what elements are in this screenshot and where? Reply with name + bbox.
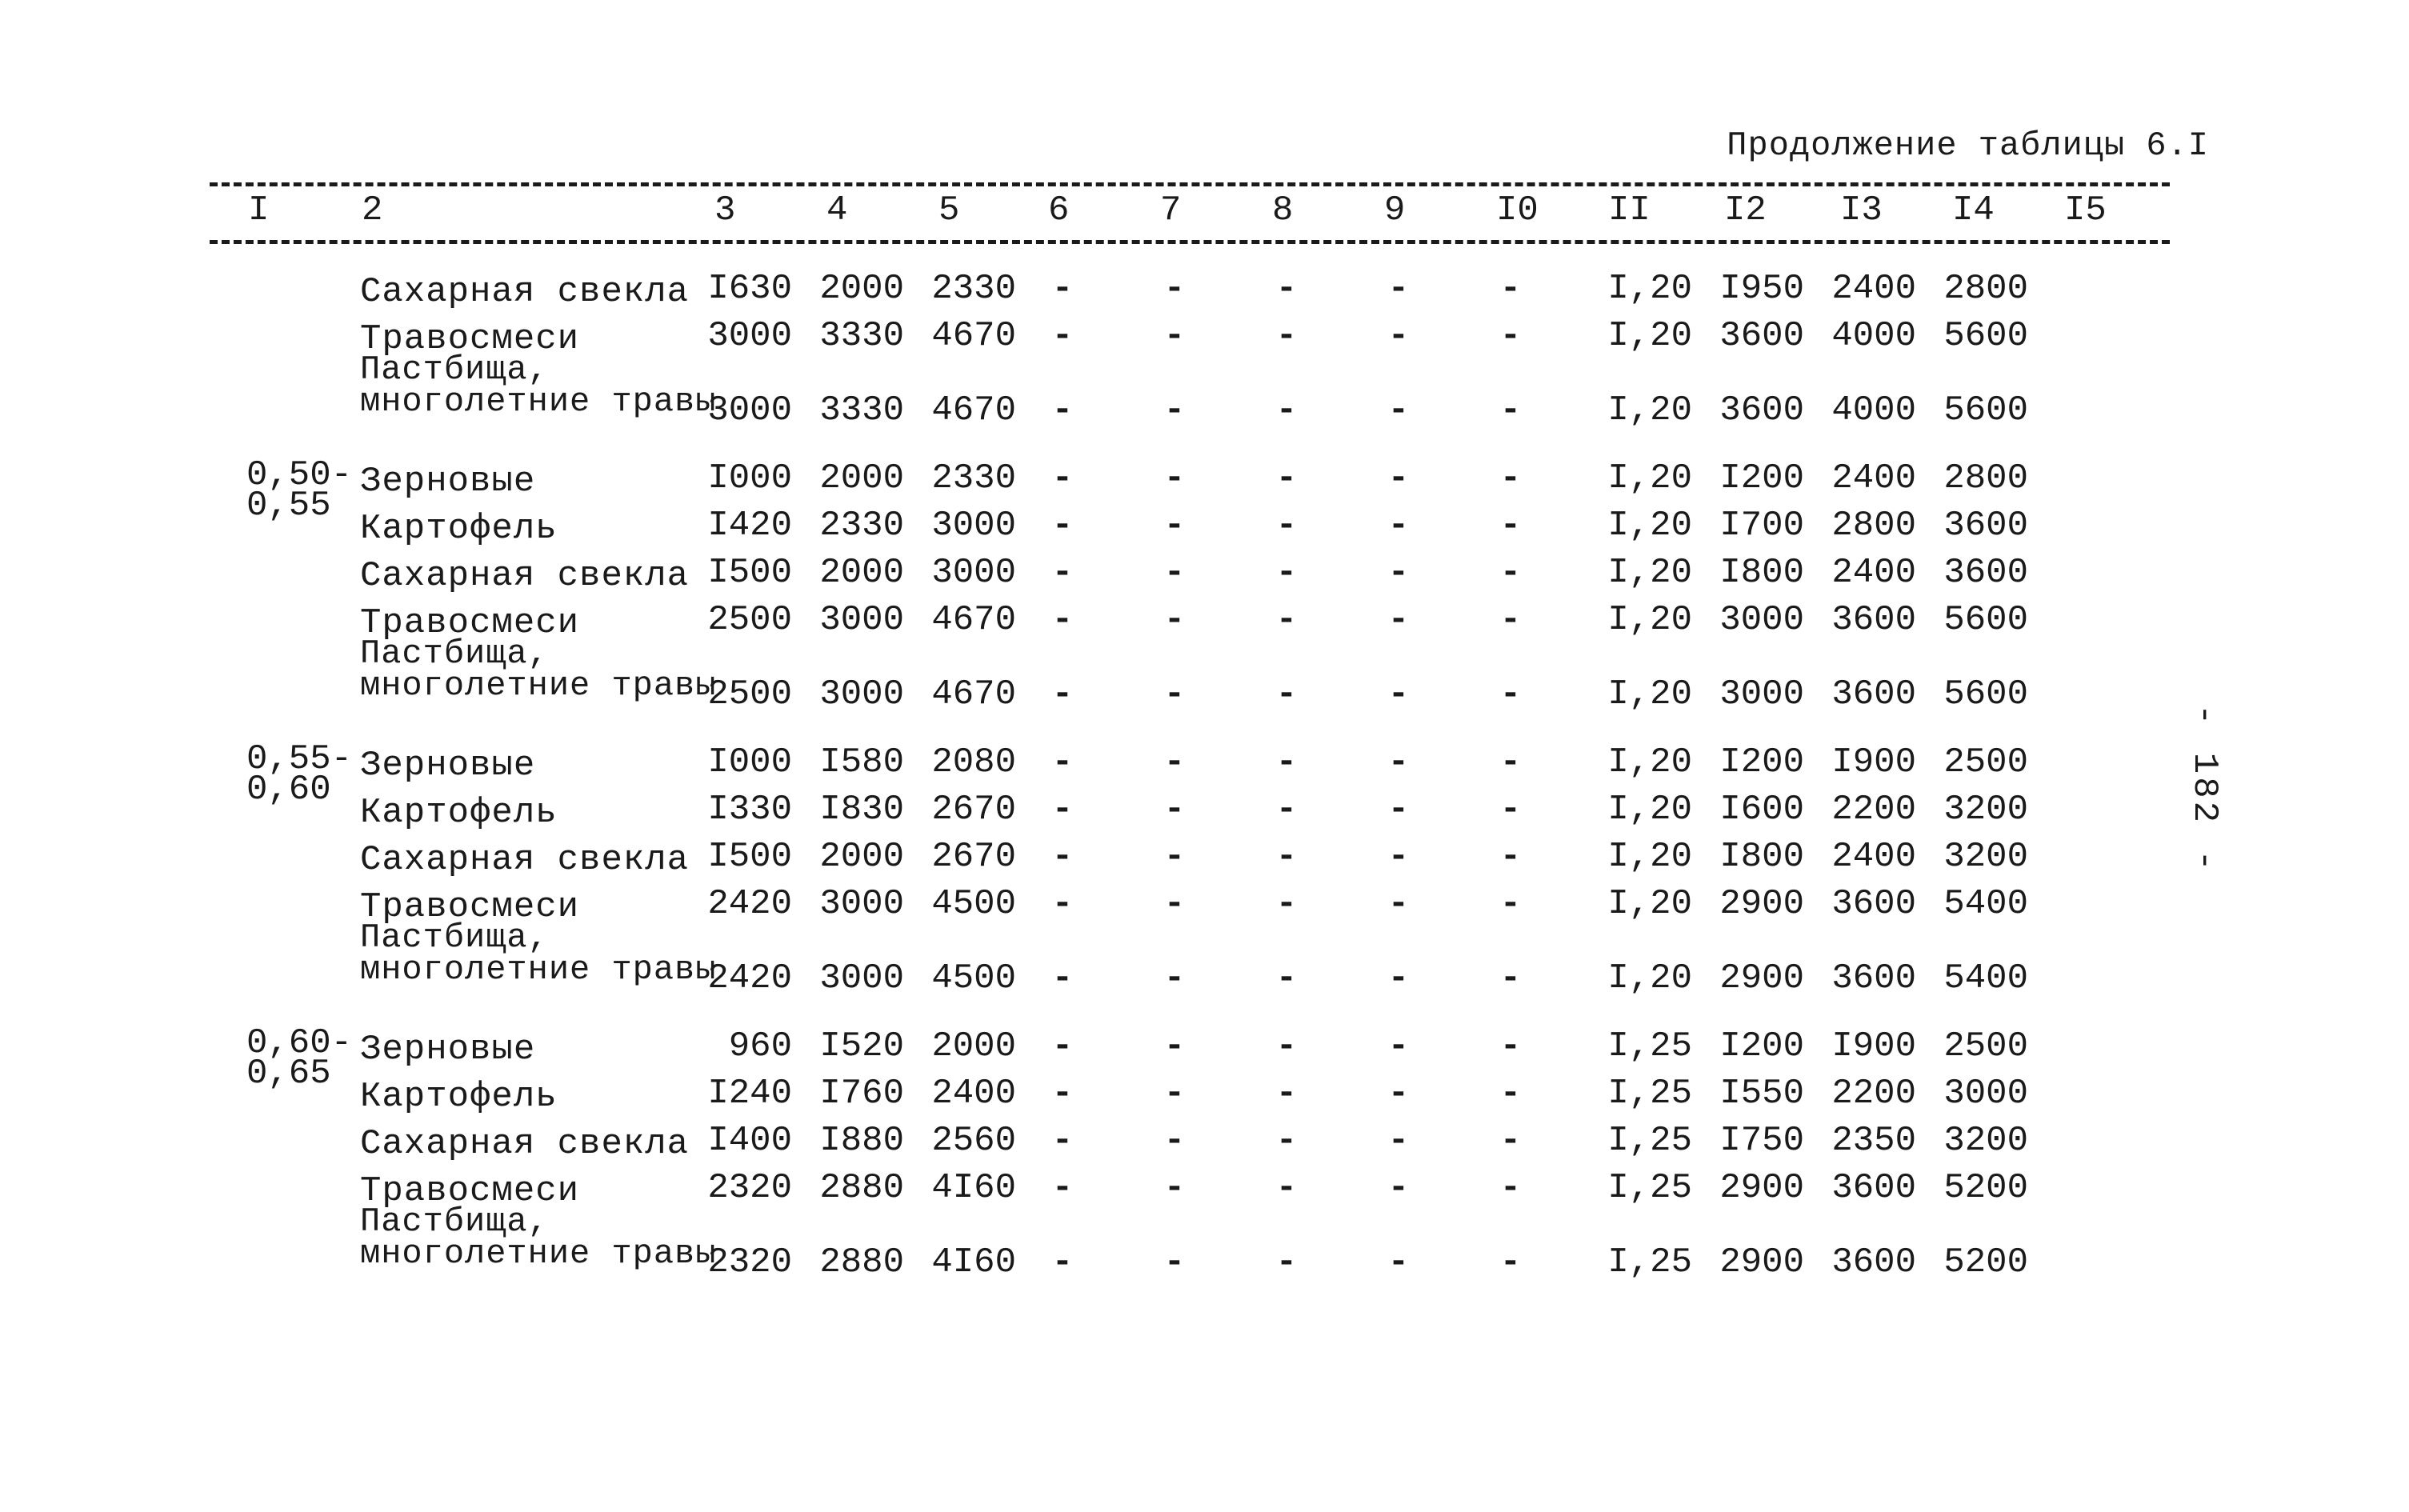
cell-c5: 3000 — [931, 553, 1016, 593]
cell-c5: 2560 — [931, 1121, 1016, 1161]
cell-c14: 5600 — [1943, 316, 2028, 356]
cell-c3: I000 — [707, 742, 792, 782]
cell-c11: I,20 — [1607, 458, 1692, 498]
cell-c14: 5400 — [1943, 884, 2028, 924]
cell-c4: 2000 — [819, 269, 904, 309]
empty-cell-dash: - — [1499, 553, 1522, 593]
cell-c5: 2080 — [931, 742, 1016, 782]
header-cell-4: 4 — [826, 190, 848, 230]
empty-cell-dash: - — [1051, 742, 1074, 782]
cell-c12: I800 — [1719, 837, 1804, 877]
cell-c4: 2330 — [819, 506, 904, 546]
cell-c3: 2420 — [707, 884, 792, 924]
cell-c4: 3000 — [819, 674, 904, 714]
cell-c14: 5400 — [1943, 958, 2028, 998]
empty-cell-dash: - — [1499, 837, 1522, 877]
cell-c11: I,25 — [1607, 1242, 1692, 1282]
empty-cell-dash: - — [1051, 506, 1074, 546]
cell-c11: I,20 — [1607, 742, 1692, 782]
header-cell-15: I5 — [2064, 190, 2107, 230]
empty-cell-dash: - — [1275, 600, 1298, 640]
cell-c13: 4000 — [1831, 316, 1916, 356]
header-bottom-rule — [210, 240, 2170, 244]
cell-c11: I,20 — [1607, 316, 1692, 356]
crop-name: Зерновые — [360, 462, 536, 502]
cell-c14: 3200 — [1943, 837, 2028, 877]
empty-cell-dash: - — [1275, 674, 1298, 714]
cell-c5: 3000 — [931, 506, 1016, 546]
empty-cell-dash: - — [1275, 1026, 1298, 1066]
cell-c11: I,20 — [1607, 506, 1692, 546]
empty-cell-dash: - — [1387, 1121, 1410, 1161]
empty-cell-dash: - — [1051, 1026, 1074, 1066]
cell-c4: I830 — [819, 790, 904, 830]
cell-c14: 3200 — [1943, 790, 2028, 830]
empty-cell-dash: - — [1051, 884, 1074, 924]
cell-c3: I420 — [707, 506, 792, 546]
range-label: 0,60- 0,65 — [246, 1023, 353, 1094]
cell-c4: I760 — [819, 1074, 904, 1114]
cell-c3: I500 — [707, 553, 792, 593]
crop-name: Картофель — [360, 793, 558, 833]
cell-c14: 5600 — [1943, 600, 2028, 640]
cell-c4: 3000 — [819, 600, 904, 640]
cell-c4: 3330 — [819, 316, 904, 356]
cell-c11: I,25 — [1607, 1121, 1692, 1161]
empty-cell-dash: - — [1387, 884, 1410, 924]
empty-cell-dash: - — [1163, 1242, 1186, 1282]
cell-c12: 3600 — [1719, 316, 1804, 356]
cell-c3: 3000 — [707, 390, 792, 430]
cell-c5: 4500 — [931, 958, 1016, 998]
cell-c5: 4I60 — [931, 1242, 1016, 1282]
cell-c13: 3600 — [1831, 958, 1916, 998]
empty-cell-dash: - — [1499, 1168, 1522, 1208]
cell-c12: 2900 — [1719, 958, 1804, 998]
empty-cell-dash: - — [1387, 1026, 1410, 1066]
empty-cell-dash: - — [1275, 316, 1298, 356]
empty-cell-dash: - — [1275, 1074, 1298, 1114]
empty-cell-dash: - — [1275, 269, 1298, 309]
crop-name: Сахарная свекла — [360, 556, 690, 596]
cell-c4: 2880 — [819, 1242, 904, 1282]
empty-cell-dash: - — [1387, 958, 1410, 998]
range-label: 0,50- 0,55 — [246, 455, 353, 526]
empty-cell-dash: - — [1051, 269, 1074, 309]
crop-name: Зерновые — [360, 746, 536, 786]
cell-c11: I,25 — [1607, 1026, 1692, 1066]
cell-c14: 5200 — [1943, 1242, 2028, 1282]
empty-cell-dash: - — [1275, 458, 1298, 498]
header-cell-7: 7 — [1160, 190, 1182, 230]
cell-c11: I,20 — [1607, 600, 1692, 640]
cell-c4: I520 — [819, 1026, 904, 1066]
empty-cell-dash: - — [1051, 600, 1074, 640]
cell-c14: 5600 — [1943, 390, 2028, 430]
cell-c14: 3200 — [1943, 1121, 2028, 1161]
empty-cell-dash: - — [1387, 790, 1410, 830]
cell-c12: 2900 — [1719, 1168, 1804, 1208]
empty-cell-dash: - — [1499, 1026, 1522, 1066]
cell-c5: 2670 — [931, 837, 1016, 877]
crop-name: Пастбища, многолетние травы — [360, 918, 717, 989]
cell-c12: I200 — [1719, 458, 1804, 498]
cell-c12: 3600 — [1719, 390, 1804, 430]
cell-c14: 2800 — [1943, 269, 2028, 309]
empty-cell-dash: - — [1499, 1121, 1522, 1161]
empty-cell-dash: - — [1275, 390, 1298, 430]
crop-name: Сахарная свекла — [360, 840, 690, 880]
empty-cell-dash: - — [1163, 958, 1186, 998]
cell-c12: I600 — [1719, 790, 1804, 830]
empty-cell-dash: - — [1163, 600, 1186, 640]
cell-c13: 3600 — [1831, 1168, 1916, 1208]
empty-cell-dash: - — [1499, 958, 1522, 998]
range-label: 0,55- 0,60 — [246, 739, 353, 810]
empty-cell-dash: - — [1163, 837, 1186, 877]
empty-cell-dash: - — [1051, 458, 1074, 498]
cell-c3: 2320 — [707, 1242, 792, 1282]
header-cell-5: 5 — [938, 190, 960, 230]
cell-c12: 3000 — [1719, 600, 1804, 640]
cell-c14: 5200 — [1943, 1168, 2028, 1208]
empty-cell-dash: - — [1163, 316, 1186, 356]
cell-c11: I,20 — [1607, 790, 1692, 830]
cell-c13: 3600 — [1831, 1242, 1916, 1282]
empty-cell-dash: - — [1499, 790, 1522, 830]
cell-c3: 3000 — [707, 316, 792, 356]
header-cell-3: 3 — [714, 190, 736, 230]
empty-cell-dash: - — [1499, 742, 1522, 782]
cell-c4: 2000 — [819, 837, 904, 877]
header-cell-8: 8 — [1272, 190, 1294, 230]
cell-c3: 2320 — [707, 1168, 792, 1208]
table-caption: Продолжение таблицы 6.I — [1727, 126, 2209, 165]
cell-c12: 2900 — [1719, 1242, 1804, 1282]
empty-cell-dash: - — [1051, 1074, 1074, 1114]
cell-c14: 2500 — [1943, 1026, 2028, 1066]
empty-cell-dash: - — [1387, 269, 1410, 309]
empty-cell-dash: - — [1275, 1121, 1298, 1161]
empty-cell-dash: - — [1051, 1121, 1074, 1161]
cell-c4: I880 — [819, 1121, 904, 1161]
cell-c13: I900 — [1831, 742, 1916, 782]
header-cell-14: I4 — [1952, 190, 1995, 230]
empty-cell-dash: - — [1499, 506, 1522, 546]
cell-c3: I630 — [707, 269, 792, 309]
empty-cell-dash: - — [1387, 506, 1410, 546]
empty-cell-dash: - — [1499, 884, 1522, 924]
cell-c3: 2500 — [707, 674, 792, 714]
header-cell-6: 6 — [1048, 190, 1070, 230]
cell-c11: I,20 — [1607, 884, 1692, 924]
empty-cell-dash: - — [1051, 390, 1074, 430]
cell-c14: 5600 — [1943, 674, 2028, 714]
empty-cell-dash: - — [1499, 390, 1522, 430]
cell-c13: 2800 — [1831, 506, 1916, 546]
cell-c13: 2400 — [1831, 837, 1916, 877]
empty-cell-dash: - — [1387, 390, 1410, 430]
empty-cell-dash: - — [1387, 316, 1410, 356]
cell-c4: 2880 — [819, 1168, 904, 1208]
cell-c11: I,20 — [1607, 837, 1692, 877]
crop-name: Сахарная свекла — [360, 1124, 690, 1164]
cell-c4: 3330 — [819, 390, 904, 430]
cell-c12: I550 — [1719, 1074, 1804, 1114]
page-number: - 182 - — [2184, 704, 2224, 874]
empty-cell-dash: - — [1051, 837, 1074, 877]
cell-c5: 2330 — [931, 458, 1016, 498]
empty-cell-dash: - — [1275, 884, 1298, 924]
empty-cell-dash: - — [1163, 1121, 1186, 1161]
header-cell-10: I0 — [1496, 190, 1539, 230]
crop-name: Травосмеси — [360, 319, 580, 359]
empty-cell-dash: - — [1051, 790, 1074, 830]
cell-c12: I200 — [1719, 742, 1804, 782]
cell-c14: 3600 — [1943, 553, 2028, 593]
empty-cell-dash: - — [1163, 506, 1186, 546]
cell-c3: I240 — [707, 1074, 792, 1114]
empty-cell-dash: - — [1499, 674, 1522, 714]
cell-c14: 3600 — [1943, 506, 2028, 546]
empty-cell-dash: - — [1275, 553, 1298, 593]
crop-name: Травосмеси — [360, 887, 580, 927]
empty-cell-dash: - — [1275, 1242, 1298, 1282]
empty-cell-dash: - — [1163, 742, 1186, 782]
cell-c3: I400 — [707, 1121, 792, 1161]
empty-cell-dash: - — [1163, 390, 1186, 430]
empty-cell-dash: - — [1275, 790, 1298, 830]
empty-cell-dash: - — [1499, 1074, 1522, 1114]
empty-cell-dash: - — [1163, 1074, 1186, 1114]
cell-c5: 2670 — [931, 790, 1016, 830]
empty-cell-dash: - — [1163, 553, 1186, 593]
cell-c11: I,20 — [1607, 958, 1692, 998]
empty-cell-dash: - — [1387, 1242, 1410, 1282]
cell-c3: 2500 — [707, 600, 792, 640]
cell-c13: 2400 — [1831, 553, 1916, 593]
cell-c3: 2420 — [707, 958, 792, 998]
crop-name: Картофель — [360, 509, 558, 549]
header-cell-2: 2 — [362, 190, 383, 230]
empty-cell-dash: - — [1499, 458, 1522, 498]
cell-c5: 4I60 — [931, 1168, 1016, 1208]
crop-name: Пастбища, многолетние травы — [360, 634, 717, 705]
cell-c11: I,20 — [1607, 674, 1692, 714]
empty-cell-dash: - — [1163, 1026, 1186, 1066]
header-cell-9: 9 — [1384, 190, 1406, 230]
header-cell-1: I — [248, 190, 270, 230]
crop-name: Сахарная свекла — [360, 272, 690, 312]
empty-cell-dash: - — [1051, 674, 1074, 714]
cell-c5: 2330 — [931, 269, 1016, 309]
crop-name: Пастбища, многолетние травы — [360, 1202, 717, 1273]
cell-c5: 4670 — [931, 674, 1016, 714]
empty-cell-dash: - — [1275, 506, 1298, 546]
cell-c3: I500 — [707, 837, 792, 877]
cell-c12: I800 — [1719, 553, 1804, 593]
cell-c3: 960 — [728, 1026, 792, 1066]
crop-name: Травосмеси — [360, 603, 580, 643]
empty-cell-dash: - — [1387, 1074, 1410, 1114]
empty-cell-dash: - — [1051, 553, 1074, 593]
empty-cell-dash: - — [1387, 742, 1410, 782]
empty-cell-dash: - — [1387, 837, 1410, 877]
cell-c12: I200 — [1719, 1026, 1804, 1066]
cell-c13: 3600 — [1831, 600, 1916, 640]
cell-c4: 2000 — [819, 458, 904, 498]
cell-c13: 3600 — [1831, 884, 1916, 924]
cell-c3: I330 — [707, 790, 792, 830]
empty-cell-dash: - — [1499, 600, 1522, 640]
cell-c14: 2800 — [1943, 458, 2028, 498]
empty-cell-dash: - — [1387, 553, 1410, 593]
empty-cell-dash: - — [1163, 269, 1186, 309]
header-top-rule — [210, 182, 2170, 186]
empty-cell-dash: - — [1163, 1168, 1186, 1208]
empty-cell-dash: - — [1387, 458, 1410, 498]
cell-c4: 3000 — [819, 958, 904, 998]
cell-c12: I700 — [1719, 506, 1804, 546]
empty-cell-dash: - — [1499, 1242, 1522, 1282]
cell-c11: I,20 — [1607, 390, 1692, 430]
cell-c14: 2500 — [1943, 742, 2028, 782]
cell-c11: I,25 — [1607, 1074, 1692, 1114]
cell-c11: I,25 — [1607, 1168, 1692, 1208]
cell-c13: 2350 — [1831, 1121, 1916, 1161]
cell-c13: I900 — [1831, 1026, 1916, 1066]
cell-c5: 4670 — [931, 316, 1016, 356]
cell-c11: I,20 — [1607, 553, 1692, 593]
empty-cell-dash: - — [1051, 958, 1074, 998]
empty-cell-dash: - — [1275, 742, 1298, 782]
empty-cell-dash: - — [1499, 316, 1522, 356]
cell-c13: 2400 — [1831, 458, 1916, 498]
empty-cell-dash: - — [1387, 674, 1410, 714]
cell-c12: 2900 — [1719, 884, 1804, 924]
cell-c13: 4000 — [1831, 390, 1916, 430]
cell-c11: I,20 — [1607, 269, 1692, 309]
cell-c12: I750 — [1719, 1121, 1804, 1161]
cell-c13: 3600 — [1831, 674, 1916, 714]
crop-name: Картофель — [360, 1077, 558, 1117]
header-cell-11: II — [1608, 190, 1651, 230]
cell-c5: 4670 — [931, 600, 1016, 640]
empty-cell-dash: - — [1051, 1242, 1074, 1282]
empty-cell-dash: - — [1275, 1168, 1298, 1208]
cell-c13: 2400 — [1831, 269, 1916, 309]
cell-c4: 3000 — [819, 884, 904, 924]
empty-cell-dash: - — [1387, 1168, 1410, 1208]
empty-cell-dash: - — [1275, 837, 1298, 877]
cell-c5: 2400 — [931, 1074, 1016, 1114]
empty-cell-dash: - — [1387, 600, 1410, 640]
crop-name: Зерновые — [360, 1030, 536, 1070]
cell-c12: I950 — [1719, 269, 1804, 309]
empty-cell-dash: - — [1499, 269, 1522, 309]
crop-name: Пастбища, многoлетние травы — [360, 350, 717, 421]
cell-c5: 2000 — [931, 1026, 1016, 1066]
empty-cell-dash: - — [1163, 458, 1186, 498]
table-header-row — [0, 190, 2409, 235]
empty-cell-dash: - — [1163, 790, 1186, 830]
empty-cell-dash: - — [1051, 1168, 1074, 1208]
cell-c14: 3000 — [1943, 1074, 2028, 1114]
empty-cell-dash: - — [1163, 674, 1186, 714]
header-cell-12: I2 — [1724, 190, 1767, 230]
crop-name: Травосмеси — [360, 1171, 580, 1211]
cell-c5: 4500 — [931, 884, 1016, 924]
header-cell-13: I3 — [1840, 190, 1883, 230]
cell-c5: 4670 — [931, 390, 1016, 430]
cell-c4: 2000 — [819, 553, 904, 593]
cell-c13: 2200 — [1831, 790, 1916, 830]
empty-cell-dash: - — [1275, 958, 1298, 998]
cell-c4: I580 — [819, 742, 904, 782]
empty-cell-dash: - — [1051, 316, 1074, 356]
cell-c13: 2200 — [1831, 1074, 1916, 1114]
empty-cell-dash: - — [1163, 884, 1186, 924]
cell-c3: I000 — [707, 458, 792, 498]
cell-c12: 3000 — [1719, 674, 1804, 714]
